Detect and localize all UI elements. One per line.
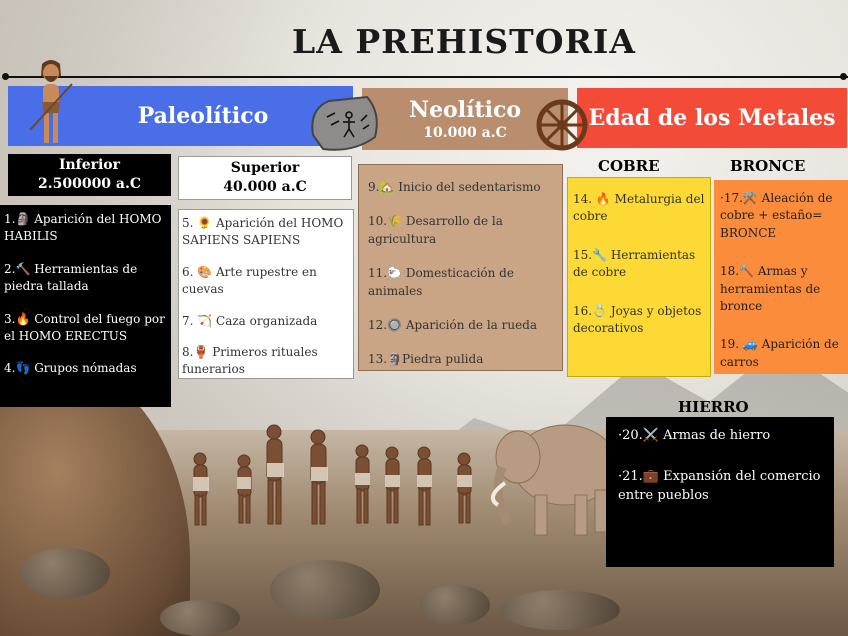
list-item: 7. 🏹 Caza organizada <box>182 313 318 328</box>
bronce-label: BRONCE <box>730 157 806 175</box>
list-item: 15.🔧 Herramientas de cobre <box>573 247 696 280</box>
list-item: 12.🔘 Aparición de la rueda <box>368 317 538 332</box>
timeline-line <box>4 76 848 78</box>
list-item: 6. 🎨 Arte rupestre en cuevas <box>182 264 317 297</box>
rock <box>500 590 620 630</box>
superior-header <box>178 156 352 200</box>
list-item: 4.👣 Grupos nómadas <box>4 361 137 376</box>
rock <box>270 560 380 620</box>
period-metales <box>577 88 847 148</box>
rock <box>420 585 490 625</box>
inferior-header <box>8 154 171 196</box>
cobre-label: COBRE <box>598 157 660 175</box>
caveman-icon <box>28 58 74 150</box>
period-neolitico-date: 10.000 a.C <box>423 125 507 141</box>
page-title: LA PREHISTORIA <box>292 22 636 61</box>
list-item: 14. 🔥 Metalurgia del cobre <box>573 192 705 224</box>
list-item: 8.🏺 Primeros rituales funerarios <box>182 344 318 377</box>
list-item: 5. 🌻 Aparición del HOMO SAPIENS SAPIENS <box>182 216 344 248</box>
list-item: 13.🗿Piedra pulida <box>368 352 484 367</box>
hierro-label: HIERRO <box>678 398 749 416</box>
list-item: 18.🔨 Armas y herramientas de bronce <box>720 264 821 313</box>
hierro-list <box>606 417 834 567</box>
cobre-list <box>567 177 711 377</box>
cave-painting-tablet-icon <box>309 95 381 153</box>
period-neolitico-label: Neolítico <box>408 97 522 123</box>
timeline-dot <box>2 73 9 80</box>
superior-date: 40.000 a.C <box>223 178 307 195</box>
period-paleolitico-label: Paleolítico <box>137 103 269 129</box>
evolution-scene <box>180 405 620 545</box>
rock <box>20 548 110 598</box>
list-item: ·20.⚔️ Armas de hierro <box>618 428 771 443</box>
rock <box>160 600 240 636</box>
list-item: 16.💍 Joyas y objetos decorativos <box>573 303 702 335</box>
inferior-date: 2.500000 a.C <box>37 175 142 192</box>
list-item: 11.🐑 Domesticación de animales <box>368 266 514 298</box>
list-item: ·17.⚒️ Aleación de cobre + estaño= BRONCE <box>720 191 833 240</box>
period-metales-label: Edad de los Metales <box>588 105 836 131</box>
bronce-list <box>714 180 848 374</box>
inferior-label: Inferior <box>58 157 121 173</box>
list-item: ·21.💼 Expansión del comercio entre pueblos <box>618 468 821 503</box>
wheel-icon <box>535 98 589 152</box>
list-item: 10.🌾 Desarrollo de la agricultura <box>368 214 503 246</box>
list-item: 9.🏡 Inicio del sedentarismo <box>368 180 541 194</box>
list-item: 2.🔨 Herramientas de piedra tallada <box>4 261 138 294</box>
neolitico-list <box>358 164 563 371</box>
inferior-list <box>0 205 171 407</box>
list-item: 3.🔥 Control del fuego por el HOMO ERECTUS <box>4 311 165 343</box>
superior-label: Superior <box>230 160 300 176</box>
list-item: 1.🗿 Aparición del HOMO HABILIS <box>4 212 162 244</box>
list-item: 19. 🚙 Aparición de carros <box>720 337 839 369</box>
timeline-dot <box>840 73 847 80</box>
superior-list <box>178 209 354 379</box>
